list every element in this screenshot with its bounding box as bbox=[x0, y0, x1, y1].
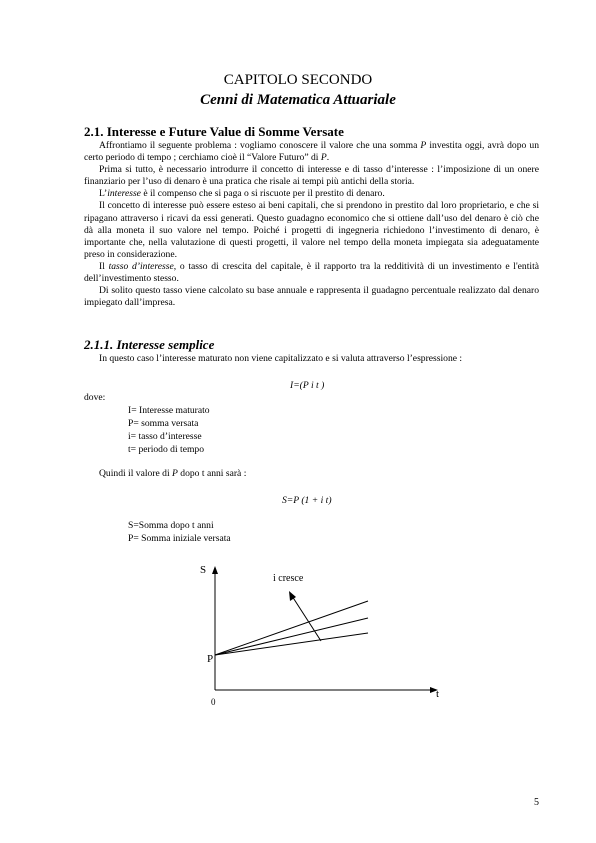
subsection-heading: 2.1.1. Interesse semplice bbox=[84, 337, 215, 352]
paragraph-text: L’ bbox=[99, 188, 108, 200]
y-axis-arrowhead bbox=[212, 566, 218, 574]
paragraph-text: investita oggi, avrà dopo un certo periodo di tempo ; cerchiamo cioè il “Valore Futuro” di bbox=[84, 140, 539, 164]
quindi-text: Quindi il valore di bbox=[99, 468, 173, 479]
dove-label: dove: bbox=[84, 392, 106, 403]
paragraph-emphasis: interesse bbox=[107, 188, 141, 200]
paragraph bbox=[84, 140, 539, 164]
paragraph-text: Di solito questo tasso viene calcolato su base annuale e rappresenta il guadagno percentuale realizzato dal denaro impiegato dall’impresa. bbox=[84, 285, 539, 309]
definition-item: P= Somma iniziale versata bbox=[128, 533, 231, 544]
paragraph-text: . bbox=[326, 152, 330, 164]
paragraph-text: Prima si tutto, è necessario introdurre il concetto di interesse e di tasso d’interesse : l’imposizione di un onere finanziario per l’uso di denaro è una pratica che risale ai tempi più antichi della storia. bbox=[84, 164, 539, 188]
x-axis-label: t bbox=[436, 688, 440, 700]
chapter-title: Cenni di Matematica Attuariale bbox=[200, 92, 396, 108]
section-heading: 2.1. Interesse e Future Value di Somme Versate bbox=[84, 124, 344, 139]
paragraph-text: Il bbox=[99, 260, 109, 272]
quindi-emphasis: P bbox=[172, 468, 178, 479]
chapter-number: CAPITOLO SECONDO bbox=[223, 72, 373, 88]
paragraph-emphasis: P bbox=[320, 152, 327, 164]
definition-item: S=Somma dopo t anni bbox=[128, 520, 214, 531]
section-body bbox=[84, 140, 539, 309]
paragraph bbox=[84, 261, 539, 285]
page-number: 5 bbox=[534, 797, 539, 808]
paragraph bbox=[84, 164, 539, 188]
quindi-text: dopo t anni sarà : bbox=[177, 468, 247, 479]
definition-item: t= periodo di tempo bbox=[128, 444, 205, 455]
definition-item: i= tasso d’interesse bbox=[128, 431, 202, 442]
growth-line-high bbox=[215, 601, 368, 655]
formula-interest: I=(P i t ) bbox=[290, 380, 325, 391]
i-cresce-arrowhead bbox=[289, 591, 296, 601]
definition-item: I= Interesse maturato bbox=[128, 405, 210, 416]
arrow-label: i cresce bbox=[273, 573, 304, 584]
paragraph bbox=[84, 285, 539, 309]
origin-label: 0 bbox=[211, 697, 216, 707]
paragraph-text: , o tasso di crescita del capitale, è il rapporto tra la redditività di un investimento e l'entità dell’investimento stesso. bbox=[84, 260, 539, 285]
paragraph-text: Affrontiamo il seguente problema : vogliamo conoscere il valore che una somma bbox=[99, 140, 421, 151]
paragraph-emphasis: tasso d’interesse bbox=[108, 260, 174, 272]
i-cresce-arrow bbox=[292, 596, 321, 641]
quindi-line bbox=[99, 468, 246, 479]
paragraph bbox=[84, 188, 539, 200]
intercept-label: P bbox=[207, 653, 214, 665]
definition-item: P= somma versata bbox=[128, 418, 199, 429]
subsection-intro: In questo caso l’interesse maturato non viene capitalizzato e si valuta attraverso l’espressione : bbox=[99, 353, 463, 364]
paragraph bbox=[84, 200, 539, 260]
paragraph-text: Il concetto di interesse può essere esteso ai beni capitali, che si prendono in prestito dal loro proprietario, e che si ripagano attraverso i ricavi da essi generati. Questo guadagno economico che si ottiene dall’uso del denaro è ciò che dà alla moneta il suo valore nel tempo. Poiché i progetti di ingegneria richiedono l’investimento di denaro, è importante che, nella valutazione di questi progetti, il valore nel tempo della moneta impiegata sia adeguatamente preso in considerazione. bbox=[84, 200, 539, 260]
paragraph-emphasis: P bbox=[420, 140, 427, 151]
simple-interest-diagram bbox=[180, 558, 470, 708]
y-axis-label: S bbox=[200, 564, 207, 576]
formula-future-value: S=P (1 + i t) bbox=[282, 495, 332, 506]
paragraph-text: è il compenso che si paga o si riscuote per il prestito di denaro. bbox=[140, 188, 385, 200]
